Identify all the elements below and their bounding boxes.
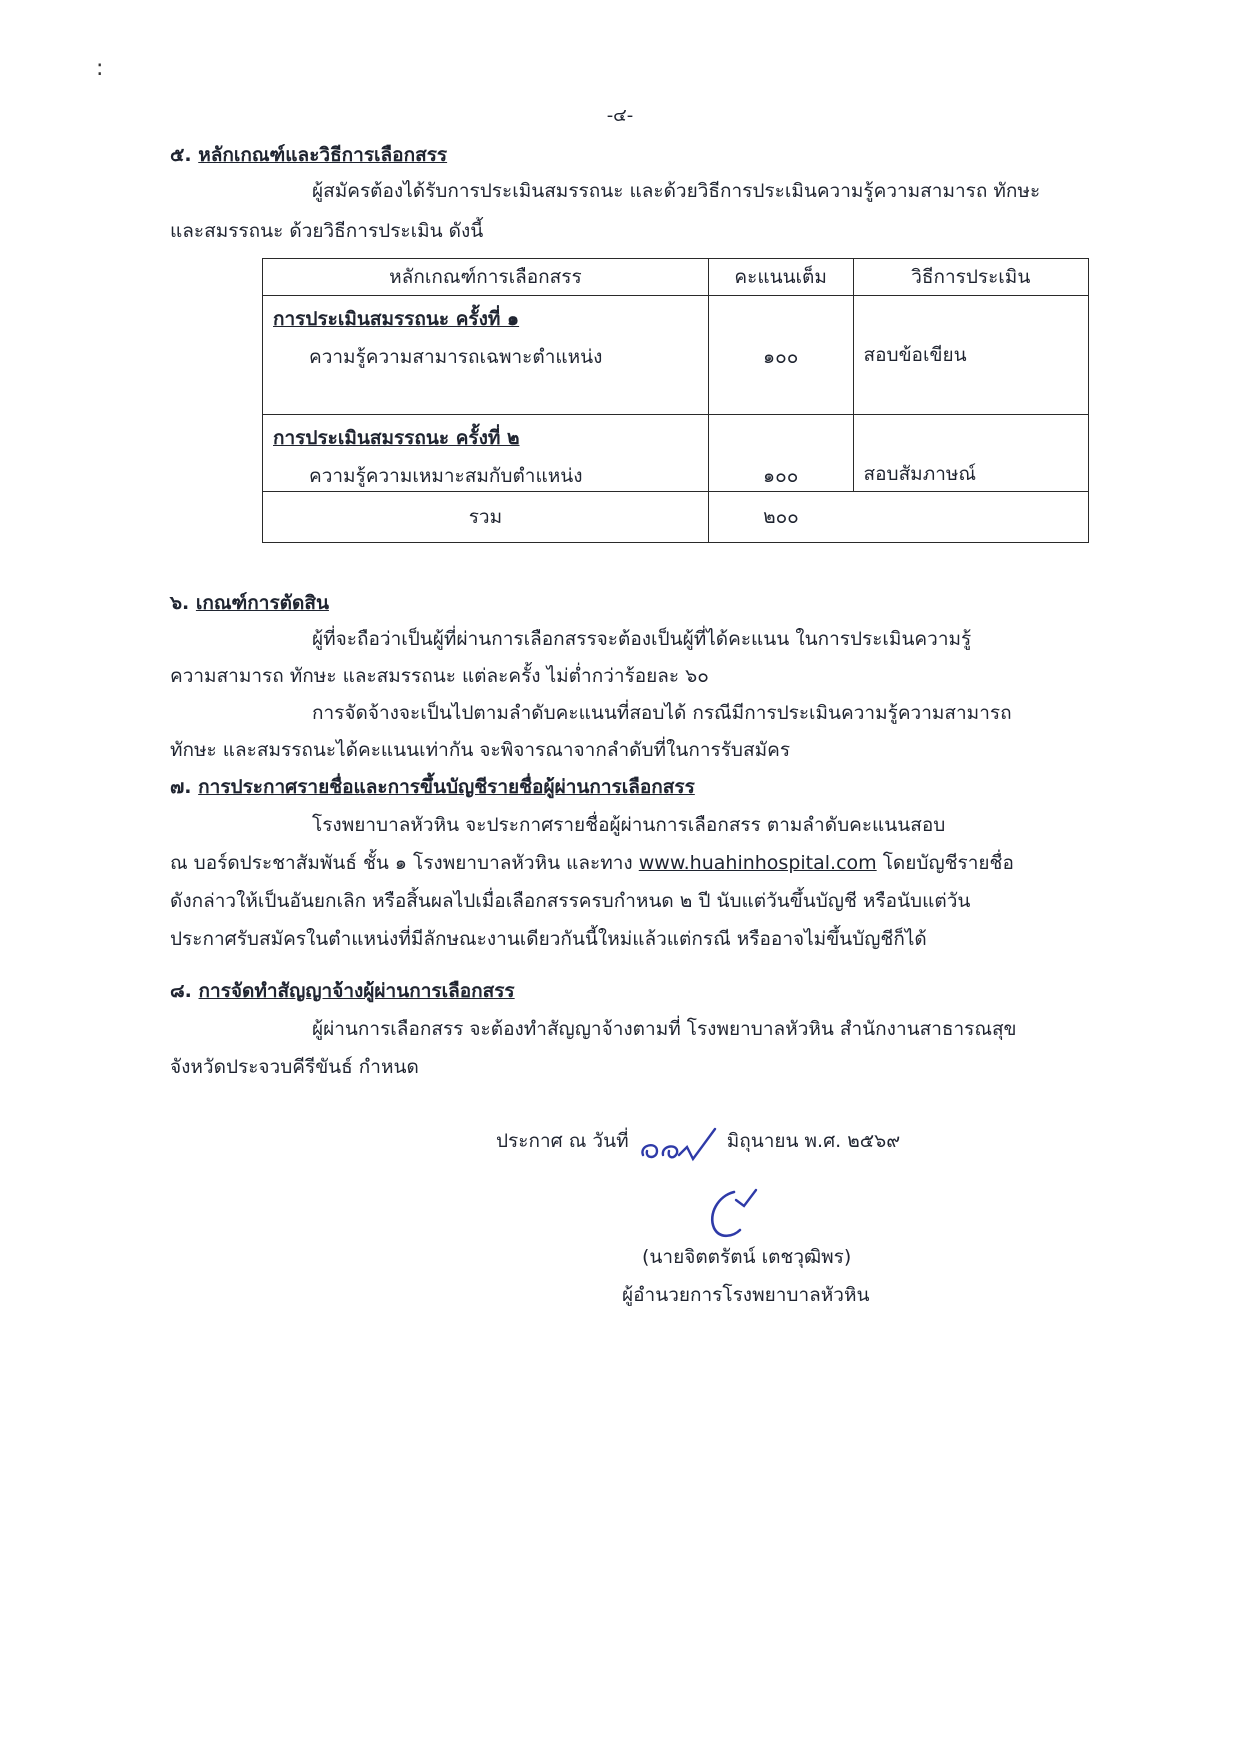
row2-item: ความรู้ความเหมาะสมกับตำแหน่ง — [309, 465, 583, 487]
table-cell-score — [708, 415, 853, 492]
table-cell-score — [708, 296, 853, 415]
scan-speck: : — [96, 56, 104, 81]
section6-p1-line2: ความสามารถ ทักษะ และสมรรถนะ แต่ละครั้ง ไม่ต่ำกว่าร้อยละ ๖๐ — [170, 665, 709, 687]
section7-heading — [170, 772, 695, 802]
page-number: -๔- — [606, 105, 634, 126]
criteria-table — [262, 258, 1089, 543]
section5-heading — [170, 140, 447, 170]
row2-group-title: การประเมินสมรรถนะ ครั้งที่ ๒ — [273, 427, 520, 449]
row1-method: สอบข้อเขียน — [863, 344, 967, 366]
signature-mark — [704, 1186, 774, 1246]
section5-heading-num: ๕. — [170, 144, 192, 166]
table-cell-method — [853, 296, 1089, 415]
table-total-label: รวม — [263, 492, 709, 543]
table-cell-criteria — [263, 296, 709, 415]
table-header-full-score: คะแนนเต็ม — [708, 259, 853, 296]
section8-heading-num: ๘. — [170, 980, 192, 1002]
announce-suffix: มิถุนายน พ.ศ. ๒๕๖๙ — [726, 1130, 901, 1152]
section6-p2-line1: การจัดจ้างจะเป็นไปตามลำดับคะแนนที่สอบได้ กรณีมีการประเมินความรู้ความสามารถ — [312, 702, 1012, 724]
announce-prefix: ประกาศ ณ วันที่ — [496, 1130, 629, 1152]
section8-heading-text: การจัดทำสัญญาจ้างผู้ผ่านการเลือกสรร — [198, 980, 515, 1002]
table-total-row — [263, 492, 1089, 543]
section7-line2 — [170, 848, 1014, 878]
section7-heading-num: ๗. — [170, 776, 192, 798]
table-header-method: วิธีการประเมิน — [853, 259, 1089, 296]
table-row — [263, 296, 1089, 415]
signer-name: (นายจิตตรัตน์ เตชวุฒิพร) — [642, 1246, 852, 1268]
section7-line4: ประกาศรับสมัครในตำแหน่งที่มีลักษณะงานเดียวกันนี้ใหม่แล้วแต่กรณี หรืออาจไม่ขึ้นบัญชีก็ได้ — [170, 928, 927, 950]
row1-group-title: การประเมินสมรรถนะ ครั้งที่ ๑ — [273, 308, 520, 330]
signer-title: ผู้อำนวยการโรงพยาบาลหัวหิน — [622, 1284, 870, 1306]
section7-heading-text: การประกาศรายชื่อและการขึ้นบัญชีรายชื่อผู้ผ่านการเลือกสรร — [198, 776, 695, 798]
section7-line2-start: ณ บอร์ดประชาสัมพันธ์ ชั้น ๑ โรงพยาบาลหัวหิน และทาง — [170, 852, 633, 874]
section6-p1-line1: ผู้ที่จะถือว่าเป็นผู้ที่ผ่านการเลือกสรรจะต้องเป็นผู้ที่ได้คะแนน ในการประเมินความรู้ — [312, 628, 972, 650]
section5-heading-text: หลักเกณฑ์และวิธีการเลือกสรร — [198, 144, 448, 166]
announce-date-line — [496, 1126, 900, 1156]
row1-score: ๑๐๐ — [763, 346, 799, 368]
section6-p2-line2: ทักษะ และสมรรถนะได้คะแนนเท่ากัน จะพิจารณาจากลำดับที่ในการรับสมัคร — [170, 739, 791, 761]
section8-line2: จังหวัดประจวบคีรีขันธ์ กำหนด — [170, 1056, 419, 1078]
section6-heading — [170, 588, 329, 618]
table-cell-method — [853, 415, 1089, 492]
section8-heading — [170, 976, 515, 1006]
section5-intro-line2: และสมรรถนะ ด้วยวิธีการประเมิน ดังนี้ — [170, 220, 484, 242]
section6-heading-text: เกณฑ์การตัดสิน — [195, 592, 329, 614]
section7-line2-end: โดยบัญชีรายชื่อ — [882, 852, 1014, 874]
table-row — [263, 415, 1089, 492]
section8-line1: ผู้ผ่านการเลือกสรร จะต้องทำสัญญาจ้างตามที่ โรงพยาบาลหัวหิน สำนักงานสาธารณสุข — [312, 1018, 1017, 1040]
row1-item: ความรู้ความสามารถเฉพาะตำแหน่ง — [309, 346, 603, 368]
table-cell-criteria — [263, 415, 709, 492]
section5-intro-line1: ผู้สมัครต้องได้รับการประเมินสมรรถนะ และด้วยวิธีการประเมินความรู้ความสามารถ ทักษะ — [312, 180, 1041, 202]
section7-line1: โรงพยาบาลหัวหิน จะประกาศรายชื่อผู้ผ่านการเลือกสรร ตามลำดับคะแนนสอบ — [312, 814, 946, 836]
hospital-website-link[interactable]: www.huahinhospital.com — [638, 852, 877, 874]
table-total-empty — [853, 492, 1089, 543]
section7-line3: ดังกล่าวให้เป็นอันยกเลิก หรือสิ้นผลไปเมื่อเลือกสรรครบกำหนด ๒ ปี นับแต่วันขึ้นบัญชี หรือนับแต่วัน — [170, 890, 971, 912]
section6-heading-num: ๖. — [170, 592, 190, 614]
row2-score: ๑๐๐ — [763, 465, 799, 487]
row2-method: สอบสัมภาษณ์ — [863, 463, 977, 485]
handwritten-day-mark — [635, 1125, 721, 1169]
table-header-criteria: หลักเกณฑ์การเลือกสรร — [263, 259, 709, 296]
table-header-row — [263, 259, 1089, 296]
table-total-score: ๒๐๐ — [708, 492, 853, 543]
